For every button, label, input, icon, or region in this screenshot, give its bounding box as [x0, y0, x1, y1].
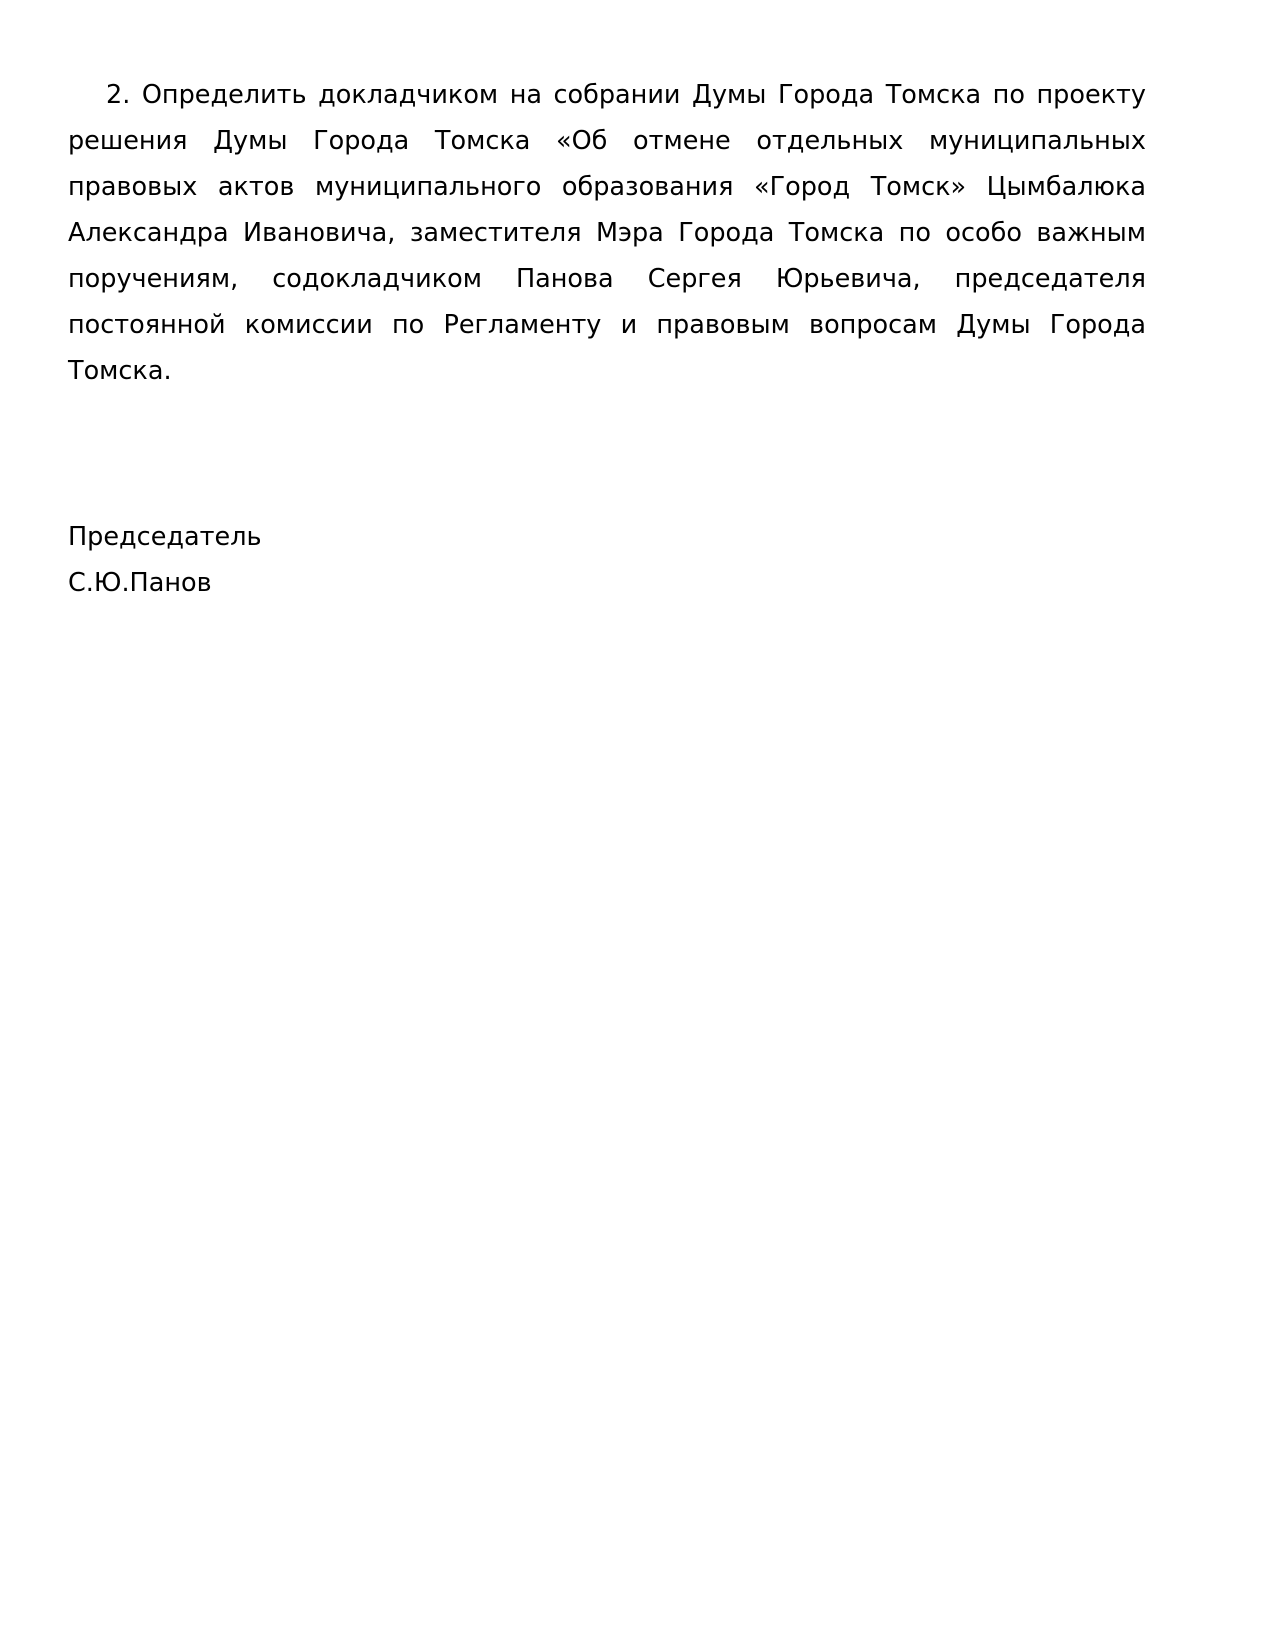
signature-block	[68, 514, 1146, 606]
signature-title: Председатель	[68, 522, 262, 552]
document-body	[68, 72, 1146, 606]
signature-name: С.Ю.Панов	[68, 568, 212, 598]
paragraph-item-2: 2. Определить докладчиком на собрании Думы Города Томска по проекту решения Думы Города Томска «Об отмене отдельных муниципальных правовых актов муниципального образования «Город Томск» Цымбалюка Александра Ивановича, заместителя Мэра Города Томска по особо важным поручениям, содокладчиком Панова Сергея Юрьевича, председателя постоянной комиссии по Регламенту и правовым вопросам Думы Города Томска.	[68, 80, 1146, 386]
